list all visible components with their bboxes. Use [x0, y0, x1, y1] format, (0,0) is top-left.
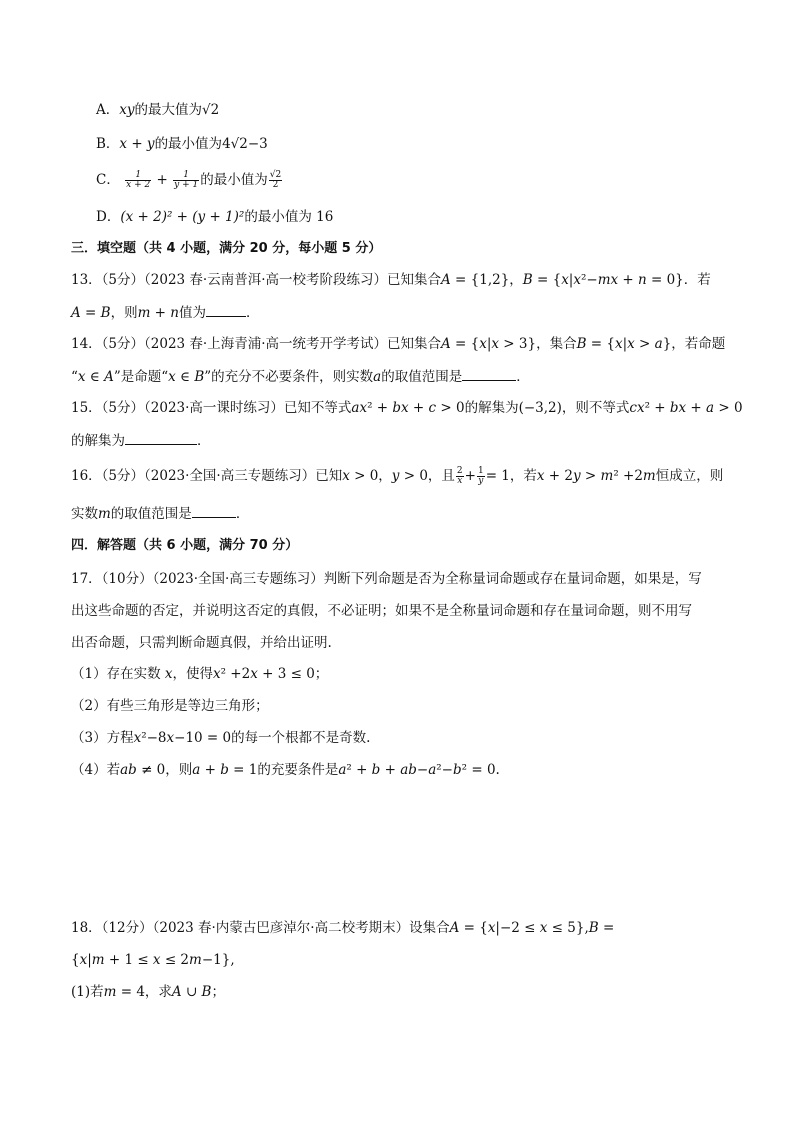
- question-16-line-1: 16．（5分）（2023·全国·高三专题练习）已知𝑥 > 0，𝑦 > 0，且 $\frac{2}{\text{𝑥}}$ + $\frac{1}{\text{𝑦}}$ = 1，若𝑥 + 2𝑦 > 𝑚² +2𝑚恒成立，则: [71, 466, 724, 486]
- fraction: $\frac{√2}{2}$: [269, 170, 282, 190]
- answer-blank: [206, 302, 246, 317]
- question-17-sub-4: （4）若𝑎𝑏 ≠ 0，则𝑎 + 𝑏 = 1的充要条件是𝑎² + 𝑏 + 𝑎𝑏−𝑎²−𝑏² = 0.: [71, 762, 500, 778]
- question-17-line-3: 出否命题，只需判断命题真假，并给出证明.: [71, 635, 332, 651]
- option-d: D．(x + 2)² + (y + 1)²的最小值为 16: [96, 209, 334, 225]
- fraction: $\frac{1}{y + 1}$: [174, 170, 199, 190]
- option-b-expr: x + y: [119, 136, 155, 152]
- question-15-line-1: 15．（5分）（2023·高一课时练习）已知不等式𝑎𝑥² + 𝑏𝑥 + 𝑐 > 0的解集为(−3,2)，则不等式𝑐𝑥² + 𝑏𝑥 + 𝑎 > 0: [71, 400, 743, 416]
- fraction: $\frac{1}{x + 2}$: [126, 170, 151, 190]
- option-a: A．xy的最大值为√2: [96, 102, 220, 118]
- question-16-line-2: 实数𝑚的取值范围是 ．: [71, 503, 249, 524]
- option-d-expr: (x + 2)² + (y + 1)²: [120, 209, 245, 225]
- answer-blank: [462, 366, 516, 381]
- question-17-sub-1: （1）存在实数 𝑥，使得𝑥² +2𝑥 + 3 ≤ 0；: [71, 666, 329, 682]
- question-15-line-2: 的解集为 ．: [71, 430, 211, 451]
- question-13-line-1: 13．（5分）（2023 春·云南普洱·高一校考阶段练习）已知集合𝐴 = {1,2}，𝐵 = {𝑥|𝑥²−𝑚𝑥 + 𝑛 = 0}．若: [71, 272, 711, 288]
- answer-blank: [125, 430, 197, 445]
- answer-blank: [192, 503, 236, 518]
- question-14-line-2: “𝑥 ∈ 𝐴”是命题“𝑥 ∈ 𝐵”的充分不必要条件，则实数𝑎的取值范围是 ．: [71, 366, 530, 387]
- option-c: C． $\frac{1}{x + 2}$ + $\frac{1}{y + 1}$ 的最小值为 $\frac{√2}{2}$: [96, 170, 282, 190]
- option-a-expr: xy: [119, 102, 135, 118]
- option-b: B．x + y的最小值为4√2−3: [96, 136, 268, 152]
- fraction: $\frac{2}{\text{𝑥}}$: [456, 466, 463, 486]
- option-a-value: √2: [202, 102, 220, 118]
- question-14-line-1: 14．（5分）（2023 春·上海青浦·高一统考开学考试）已知集合𝐴 = {𝑥|𝑥 > 3}，集合𝐵 = {𝑥|𝑥 > 𝑎}，若命题: [71, 336, 726, 352]
- question-17-sub-3: （3）方程𝑥²−8𝑥−10 = 0的每一个根都不是奇数.: [71, 730, 371, 746]
- question-18-line-3: (1)若𝑚 = 4，求𝐴 ∪ 𝐵；: [71, 984, 225, 1000]
- question-18-line-1: 18．（12分）（2023 春·内蒙古巴彦淖尔·高二校考期末）设集合𝐴 = {𝑥|−2 ≤ 𝑥 ≤ 5},𝐵 =: [71, 920, 615, 936]
- question-13-line-2: 𝐴 = 𝐵，则𝑚 + 𝑛值为 ．: [71, 302, 259, 323]
- question-17-line-1: 17．（10分）（2023·全国·高三专题练习）判断下列命题是否为全称量词命题或存在量词命题，如果是，写: [71, 571, 702, 587]
- option-b-value: 4√2−3: [222, 136, 268, 152]
- question-17-sub-2: （2）有些三角形是等边三角形；: [71, 698, 269, 714]
- section-heading-fill-in: 三．填空题（共 4 小题，满分 20 分，每小题 5 分）: [71, 241, 382, 256]
- section-heading-answer: 四．解答题（共 6 小题，满分 70 分）: [71, 538, 299, 553]
- question-18-line-2: {𝑥|𝑚 + 1 ≤ 𝑥 ≤ 2𝑚−1},: [71, 952, 235, 968]
- question-17-line-2: 出这些命题的否定，并说明这否定的真假，不必证明；如果不是全称量词命题和存在量词命题，则不用写: [71, 603, 692, 619]
- fraction: $\frac{1}{\text{𝑦}}$: [477, 466, 484, 486]
